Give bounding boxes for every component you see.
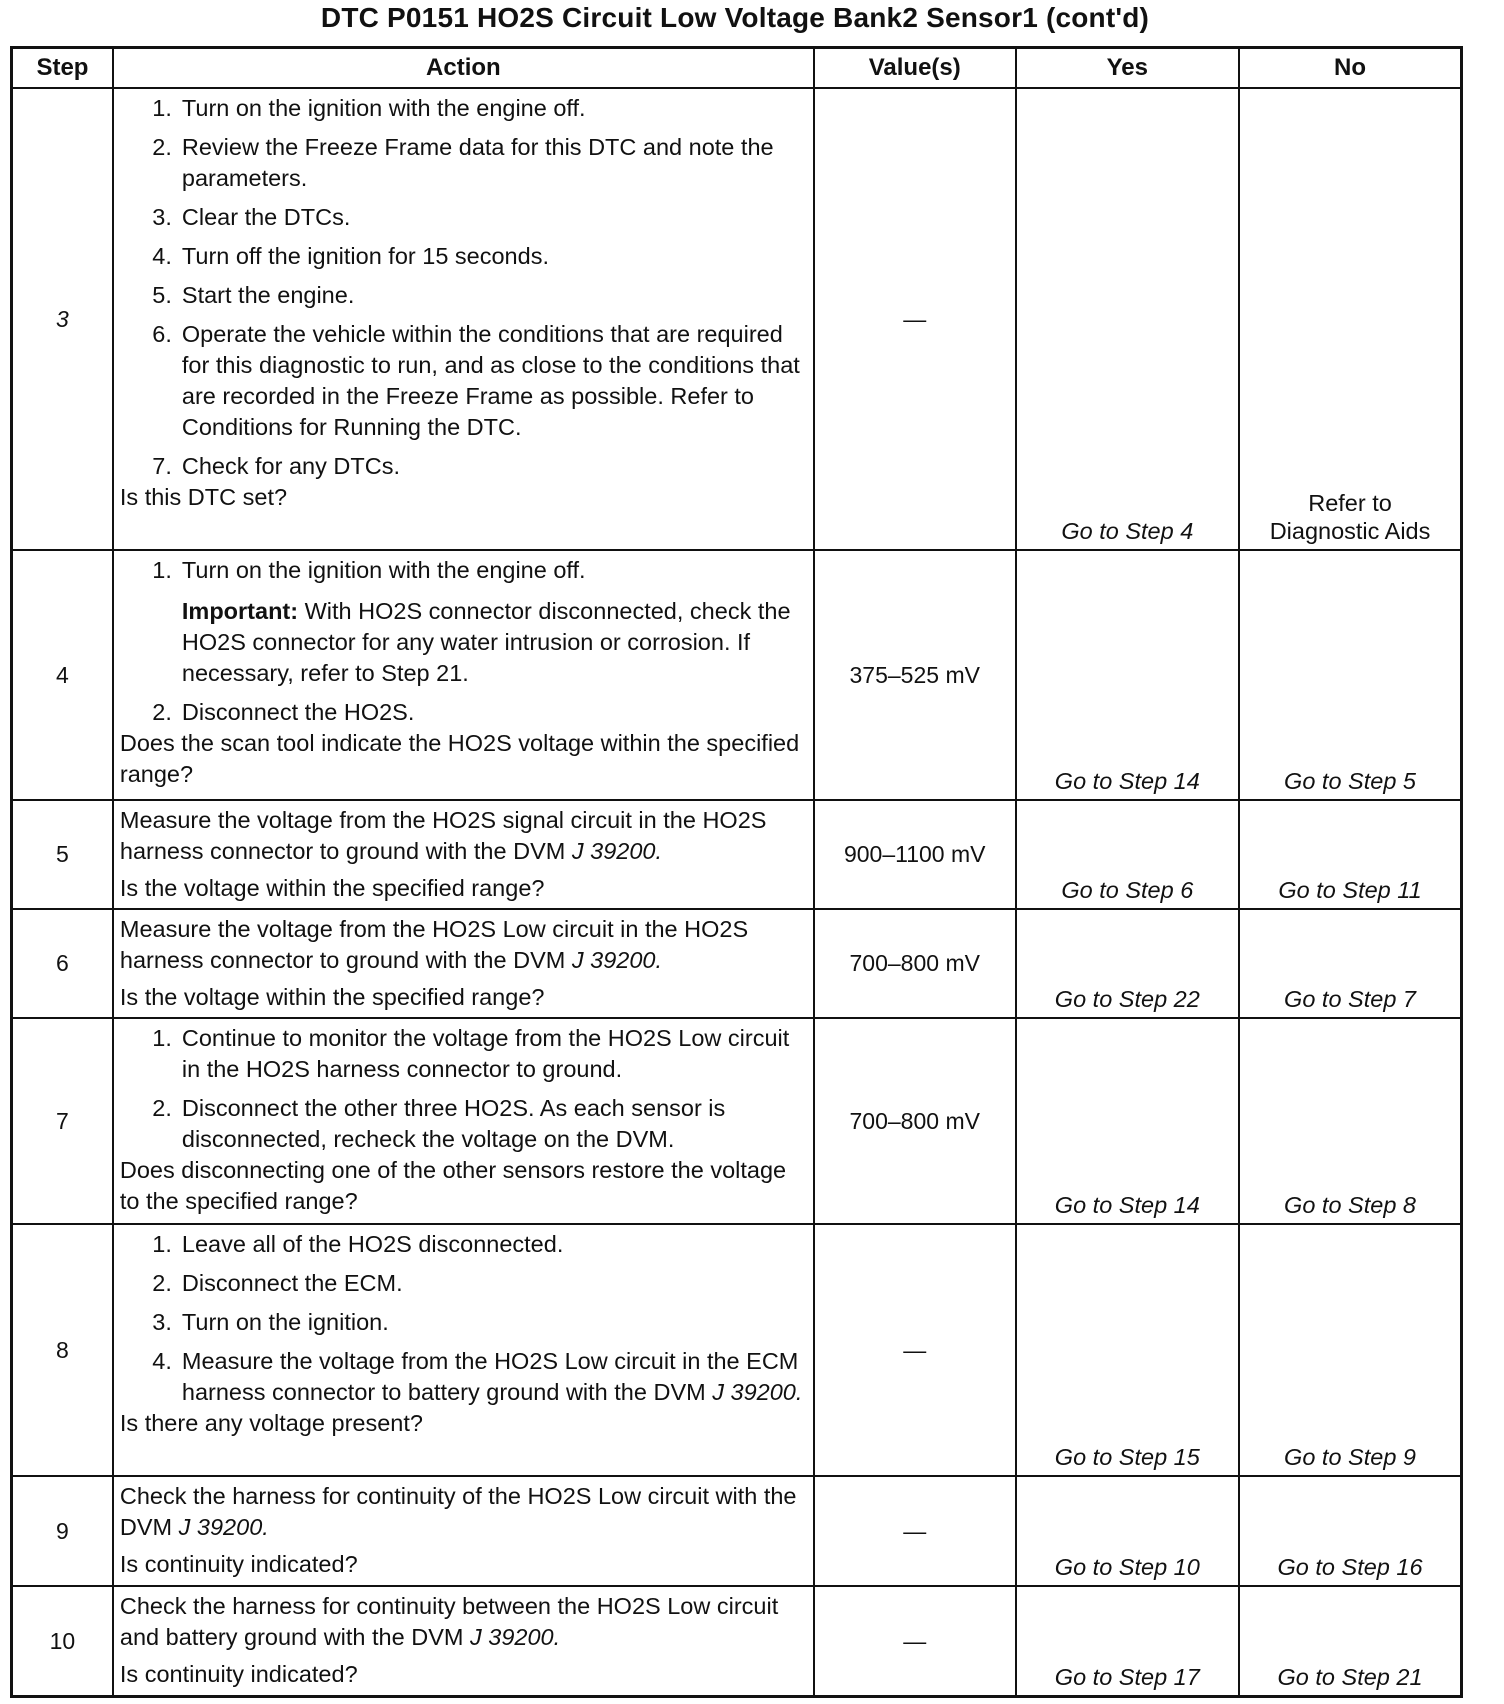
no-reference-line2: Diagnostic Aids [1269,518,1431,545]
list-item: 4. Turn off the ignition for 15 seconds. [152,243,549,269]
no-cell [1239,550,1461,800]
table-row [12,1018,1462,1224]
action-text: Check the harness for continuity between the HO2S Low circuit and battery ground with the DVM J 39200. [119,1593,779,1651]
no-goto: Go to Step 11 [1278,877,1422,904]
yes-goto: Go to Step 17 [1054,1664,1200,1690]
yes-cell [1016,1224,1239,1476]
action-steps [120,555,807,586]
action-cell [113,800,814,909]
list-item: 5. Start the engine. [152,282,355,308]
list-item: 3. Clear the DTCs. [152,204,351,230]
action-question: Is the voltage within the specified range? [119,984,545,1011]
tool-reference: J 39200. [469,1624,561,1651]
action-cell [113,909,814,1018]
step-number: 6 [12,909,113,1018]
no-cell [1239,1476,1461,1586]
table-row [12,550,1462,800]
action-cell [113,88,814,550]
list-item: 2. Disconnect the HO2S. [152,699,415,726]
action-text: Measure the voltage from the HO2S Low circuit in the HO2S harness connector to ground with the DVM J 39200. [119,916,749,974]
yes-cell [1016,909,1239,1018]
yes-goto: Go to Step 6 [1061,877,1194,904]
table-row [12,88,1462,550]
no-cell [1239,800,1461,909]
no-goto: Go to Step 16 [1277,1554,1423,1581]
header-values: Value(s) [814,48,1016,89]
list-item: 1. Continue to monitor the voltage from the HO2S Low circuit in the HO2S harness connector to ground. [152,1025,790,1083]
important-label: Important: [181,598,299,625]
yes-goto: Go to Step 4 [1061,518,1194,545]
diagnostic-table [10,46,1463,1698]
tool-reference: J 39200. [712,1379,803,1406]
value-cell: 700–800 mV [814,1018,1016,1224]
action-question: Is this DTC set? [119,484,288,510]
step-number: 7 [12,1018,113,1224]
page-title: DTC P0151 HO2S Circuit Low Voltage Bank2 Sensor1 (cont'd) [320,2,1150,33]
value-cell: 700–800 mV [814,909,1016,1018]
value-cell: 375–525 mV [814,550,1016,800]
no-reference-line1: Refer to [1308,490,1392,517]
list-item: 2. Disconnect the other three HO2S. As each sensor is disconnected, recheck the voltage on the DVM. [152,1095,726,1153]
no-goto: Go to Step 8 [1284,1192,1416,1219]
action-text: Check the harness for continuity of the HO2S Low circuit with the DVM J 39200. [119,1483,797,1541]
table-row [12,909,1462,1018]
action-steps [120,1023,807,1155]
value-cell: — [814,1586,1016,1696]
no-cell [1239,909,1461,1018]
tool-reference: J 39200. [571,838,663,865]
list-item: 1. Leave all of the HO2S disconnected. [152,1231,564,1258]
step-number: 9 [12,1476,113,1586]
yes-goto: Go to Step 10 [1054,1554,1200,1581]
action-question: Is there any voltage present? [119,1410,423,1437]
action-cell [113,550,814,800]
tool-reference: J 39200. [571,947,663,974]
action-question: Does disconnecting one of the other sensors restore the voltage to the specified range? [119,1157,787,1215]
action-cell [113,1018,814,1224]
step-number: 8 [12,1224,113,1476]
list-item: 3. Turn on the ignition. [152,1309,389,1336]
tool-reference: J 39200. [178,1514,269,1541]
no-cell [1239,88,1461,550]
list-item: 6. Operate the vehicle within the conditions that are required for this diagnostic to run, and as close to the conditions that are recorded in the Freeze Frame as possible. Refer to Conditions for Running the DTC. [152,321,800,440]
important-note [120,596,807,689]
header-action: Action [113,48,814,89]
action-steps [120,1229,807,1408]
action-cell [113,1476,814,1586]
list-item: 7. Check for any DTCs. [152,453,400,479]
yes-goto: Go to Step 22 [1054,986,1200,1013]
yes-goto: Go to Step 15 [1054,1444,1200,1471]
action-cell [113,1586,814,1696]
action-question: Is continuity indicated? [119,1551,358,1578]
value-cell: — [814,88,1016,550]
yes-cell [1016,550,1239,800]
step-number: 3 [12,88,113,550]
value-cell: — [814,1224,1016,1476]
step-number: 4 [12,550,113,800]
value-cell: — [814,1476,1016,1586]
action-steps [120,697,807,728]
table-row [12,1476,1462,1586]
step-number: 10 [12,1586,113,1696]
no-goto: Go to Step 21 [1277,1664,1423,1690]
no-cell [1239,1018,1461,1224]
header-no: No [1239,48,1461,89]
no-goto: Go to Step 9 [1284,1444,1416,1471]
list-item: 1. Turn on the ignition with the engine off. [152,557,586,584]
list-item: 1. Turn on the ignition with the engine off. [152,95,586,121]
action-steps [120,93,807,482]
no-cell [1239,1586,1461,1696]
list-item: 2. Disconnect the ECM. [152,1270,403,1297]
yes-goto: Go to Step 14 [1054,1192,1200,1219]
table-header-row [12,48,1462,89]
action-cell [113,1224,814,1476]
step-number: 5 [12,800,113,909]
table-row [12,1224,1462,1476]
important-text: With HO2S connector disconnected, check the HO2S connector for any water intrusion or corrosion. If necessary, refer to Step 21. [181,598,791,687]
action-text: Measure the voltage from the HO2S signal circuit in the HO2S harness connector to ground with the DVM J 39200. [119,807,767,865]
action-question: Is continuity indicated? [119,1661,358,1688]
yes-cell [1016,1586,1239,1696]
header-yes: Yes [1016,48,1239,89]
yes-cell [1016,800,1239,909]
table-row [12,800,1462,909]
table-row [12,1586,1462,1696]
yes-cell [1016,1476,1239,1586]
yes-goto: Go to Step 14 [1054,768,1200,795]
yes-cell [1016,88,1239,550]
action-question: Does the scan tool indicate the HO2S voltage within the specified range? [119,730,800,788]
no-cell [1239,1224,1461,1476]
yes-cell [1016,1018,1239,1224]
header-step: Step [12,48,113,89]
list-item: 4. Measure the voltage from the HO2S Low circuit in the ECM harness connector to battery ground with the DVM J 39200. [152,1348,803,1406]
no-goto: Go to Step 5 [1284,768,1416,795]
value-cell: 900–1100 mV [814,800,1016,909]
list-item: 2. Review the Freeze Frame data for this DTC and note the parameters. [152,134,774,191]
no-goto: Go to Step 7 [1284,986,1416,1013]
action-question: Is the voltage within the specified range? [119,875,545,902]
